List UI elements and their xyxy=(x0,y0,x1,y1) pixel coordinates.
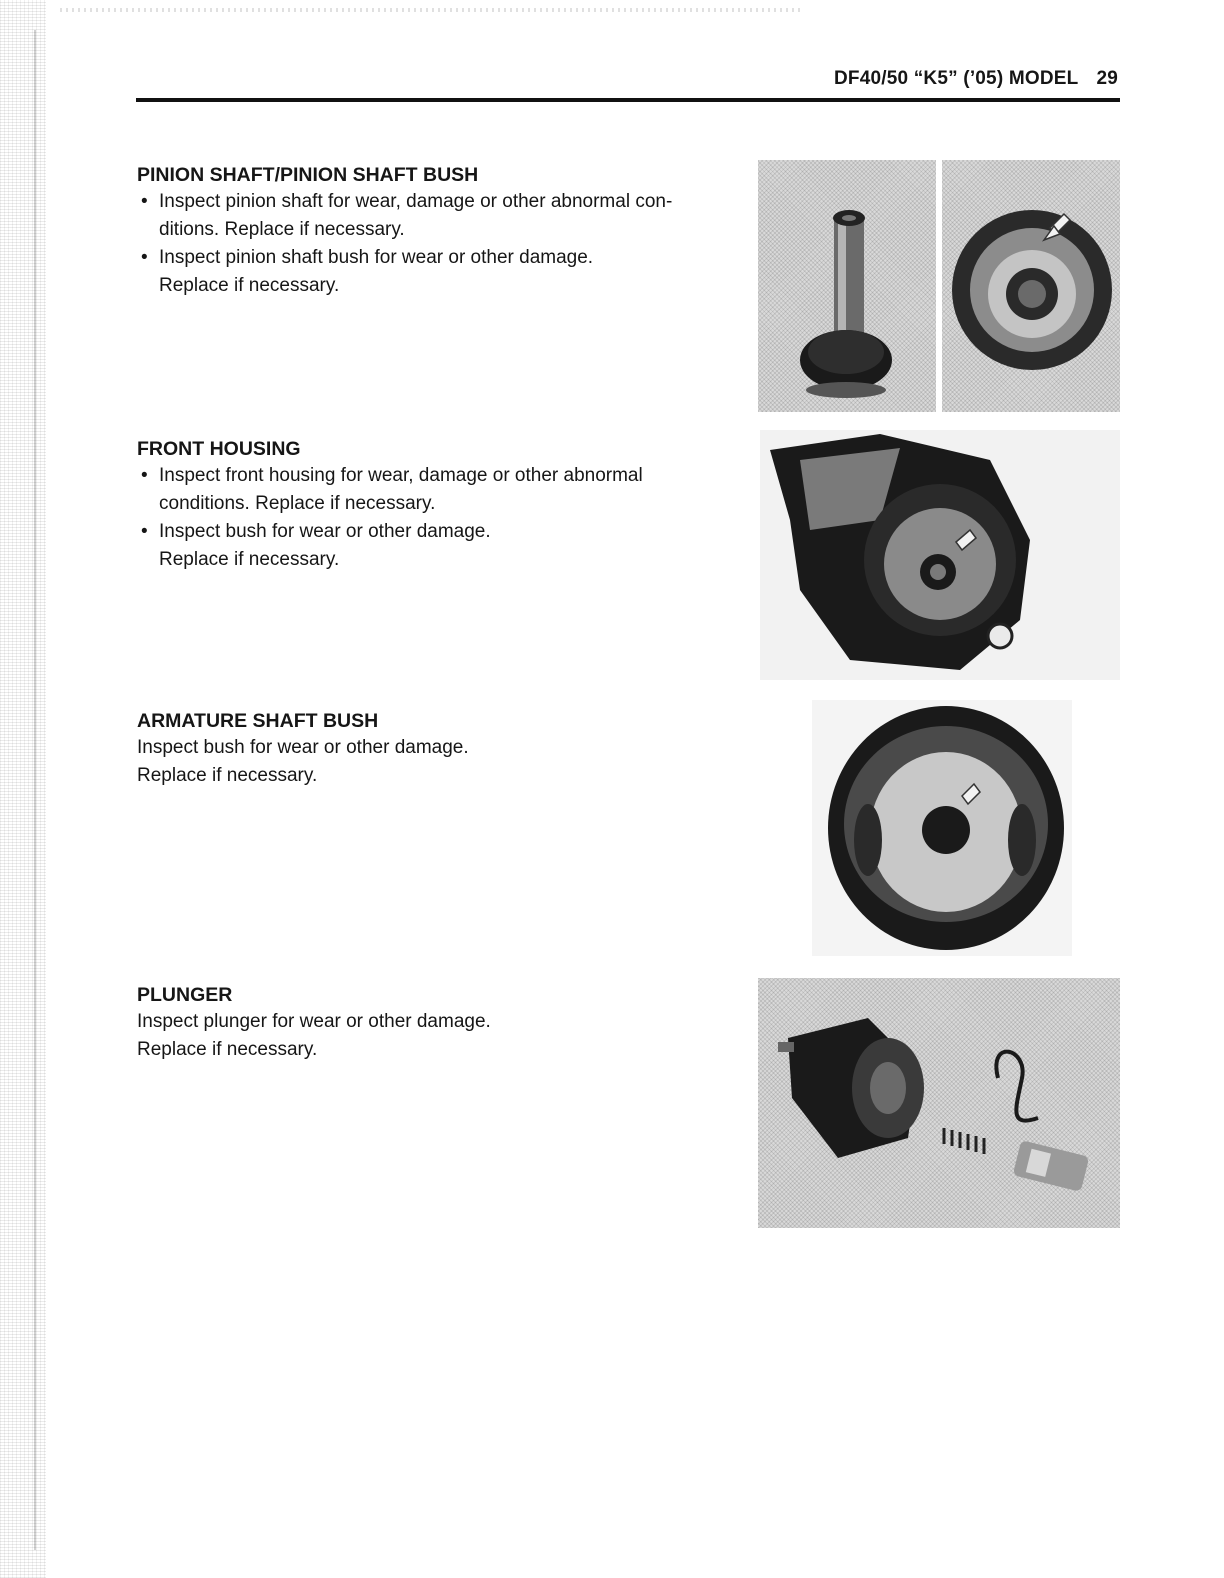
page-number: 29 xyxy=(1096,68,1118,89)
scan-edge-top xyxy=(60,8,800,12)
section-title: FRONT HOUSING xyxy=(137,438,301,460)
body-line: Replace if necessary. xyxy=(137,1039,318,1060)
bullet-item: • Inspect pinion shaft for wear, damage or other abnormal con- ditions. Replace if necessary. xyxy=(137,188,737,244)
section-plunger xyxy=(137,982,737,1064)
page-header xyxy=(136,60,1120,102)
section-title: PINION SHAFT/PINION SHAFT BUSH xyxy=(137,164,479,186)
armature-shaft-bush-photo xyxy=(812,700,1072,956)
body-line: Inspect plunger for wear or other damage. xyxy=(137,1011,491,1032)
bullet-item: • Inspect front housing for wear, damage or other abnormal conditions. Replace if necessary. xyxy=(137,462,737,518)
plunger-photo xyxy=(758,978,1120,1228)
body-line: Inspect bush for wear or other damage. xyxy=(137,737,469,758)
section-title: ARMATURE SHAFT BUSH xyxy=(137,710,379,732)
section-armature-shaft-bush xyxy=(137,708,737,790)
bullet-item: • Inspect bush for wear or other damage. Replace if necessary. xyxy=(137,518,737,574)
front-housing-photo xyxy=(760,430,1120,680)
section-title: PLUNGER xyxy=(137,984,233,1006)
header-model: DF40/50 “K5” (’05) MODEL xyxy=(833,68,1079,89)
bullet-list xyxy=(137,188,737,300)
pinion-shaft-photo xyxy=(758,160,936,412)
scan-edge-left xyxy=(0,0,46,1578)
body-line: Replace if necessary. xyxy=(137,765,318,786)
bullet-item: • Inspect pinion shaft bush for wear or other damage. Replace if necessary. xyxy=(137,244,737,300)
header-text xyxy=(834,68,1118,90)
section-front-housing xyxy=(137,436,737,574)
section-pinion-shaft xyxy=(137,162,737,300)
bullet-list xyxy=(137,462,737,574)
pinion-shaft-bush-photo xyxy=(942,160,1120,412)
